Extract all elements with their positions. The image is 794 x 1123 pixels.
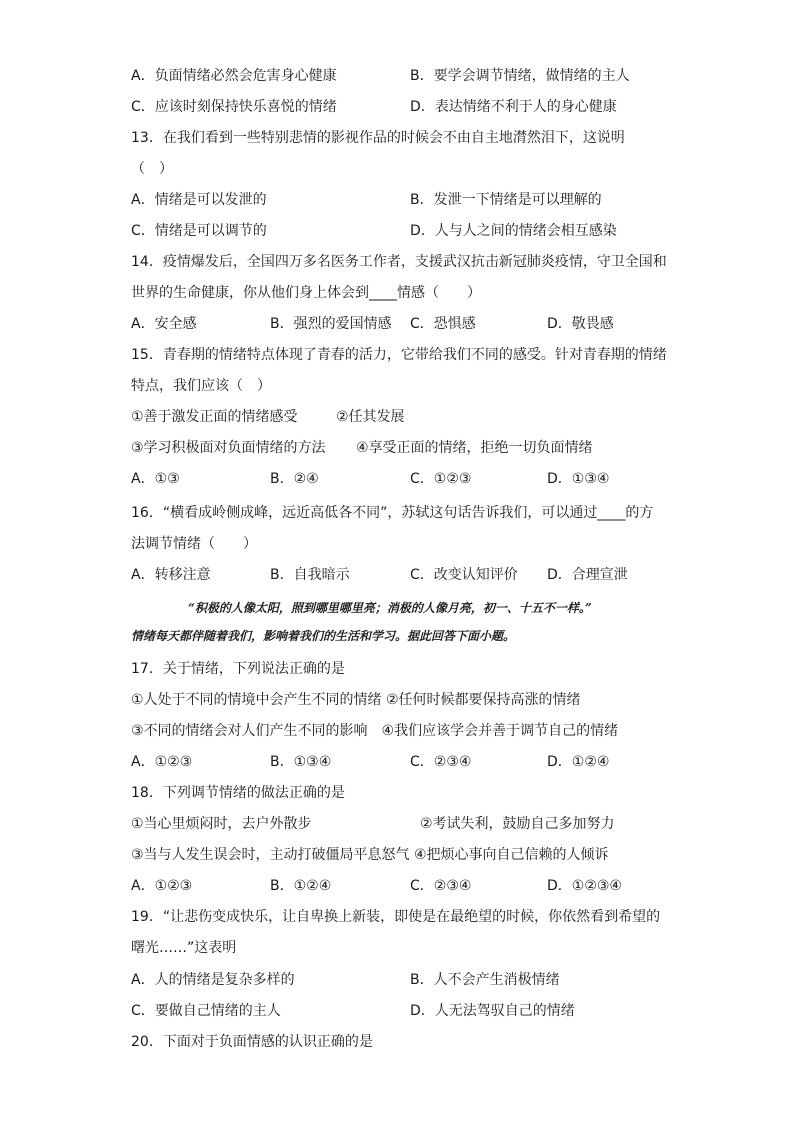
question-15-text: 15．青春期的情绪特点体现了青春的活力，它带给我们不同的感受。针对青春期的情绪 [131,347,667,363]
option-12b: B．要学会调节情绪，做情绪的主人 [410,68,630,84]
option-17d: D．①②④ [547,754,610,770]
option-14c: C．恐惧感 [410,316,476,332]
option-13b: B．发泄一下情绪是可以理解的 [410,192,602,208]
question-19-text-2: 曙光……”这表明 [131,940,237,956]
option-17c: C．②③④ [410,754,472,770]
option-15a: A．①③ [131,471,180,487]
option-17a: A．①②③ [131,754,193,770]
question-20-text: 20．下面对于负面情感的认识正确的是 [131,1034,373,1050]
option-13a: A．情绪是可以发泄的 [131,192,267,208]
option-15c: C．①②③ [410,471,472,487]
statement-15-4: ④享受正面的情绪，拒绝一切负面情绪 [356,440,593,456]
statement-17-1-2: ①人处于不同的情境中会产生不同的情绪 ②任何时候都要保持高涨的情绪 [131,692,581,708]
option-18b: B．①②④ [270,878,332,894]
passage-intro: 情绪每天都伴随着我们，影响着我们的生活和学习。据此回答下面小题。 [131,629,516,643]
option-16c: C．改变认知评价 [410,567,518,583]
statement-17-3-4: ③不同的情绪会对人们产生不同的影响 ④我们应该学会并善于调节自己的情绪 [131,723,619,739]
option-13d: D．人与人之间的情绪会相互感染 [410,223,617,239]
option-19b: B．人不会产生消极情绪 [410,972,560,988]
option-19a: A．人的情绪是复杂多样的 [131,972,295,988]
question-19-text: 19．“让悲伤变成快乐，让自卑换上新装，即使是在最绝望的时候，你依然看到希望的 [131,909,661,925]
question-14-text: 14．疫情爆发后，全国四万多名医务工作者，支援武汉抗击新冠肺炎疫情，守卫全国和 [131,254,667,270]
option-12c: C．应该时刻保持快乐喜悦的情绪 [131,99,337,115]
option-14a: A．安全感 [131,316,197,332]
question-14-text-2: 世界的生命健康，你从他们身上体会到____情感（ ） [131,285,481,301]
statement-18-1: ①当心里烦闷时，去户外散步 [131,816,312,832]
statement-15-1: ①善于激发正面的情绪感受 [131,409,298,425]
question-18-text: 18．下列调节情绪的做法正确的是 [131,785,345,801]
option-18d: D．①②③④ [547,878,622,894]
option-19d: D．人无法驾驭自己的情绪 [410,1003,575,1019]
option-16b: B．自我暗示 [270,567,350,583]
question-16-text-2: 法调节情绪（ ） [131,536,257,552]
question-13-text: 13．在我们看到一些特别悲情的影视作品的时候会不由自主地潸然泪下，这说明 [131,130,625,146]
option-15d: D．①③④ [547,471,610,487]
option-15b: B．②④ [270,471,319,487]
option-17b: B．①③④ [270,754,332,770]
question-15-text-2: 特点，我们应该（ ） [131,378,271,394]
option-18a: A．①②③ [131,878,193,894]
passage-quote: “积极的人像太阳，照到哪里哪里亮；消极的人像月亮，初一、十五不一样。” [188,601,592,615]
statement-15-3: ③学习积极面对负面情绪的方法 [131,440,326,456]
option-14b: B．强烈的爱国情感 [270,316,392,332]
option-19c: C．要做自己情绪的主人 [131,1003,281,1019]
option-12a: A．负面情绪必然会危害身心健康 [131,68,337,84]
option-18c: C．②③④ [410,878,472,894]
statement-18-2: ②考试失利，鼓励自己多加努力 [420,816,615,832]
statement-18-3-4: ③当与人发生误会时，主动打破僵局平息怒气 ④把烦心事向自己信赖的人倾诉 [131,847,609,863]
question-13-bracket: （ ） [131,161,173,177]
option-16a: A．转移注意 [131,567,211,583]
option-13c: C．情绪是可以调节的 [131,223,267,239]
option-14d: D．敬畏感 [547,316,614,332]
option-16d: D．合理宣泄 [547,567,628,583]
question-16-text: 16．“横看成岭侧成峰，远近高低各不同”，苏轼这句话告诉我们，可以通过____的方 [131,505,654,521]
question-17-text: 17．关于情绪，下列说法正确的是 [131,661,345,677]
statement-15-2: ②任其发展 [336,409,405,425]
option-12d: D．表达情绪不利于人的身心健康 [410,99,617,115]
